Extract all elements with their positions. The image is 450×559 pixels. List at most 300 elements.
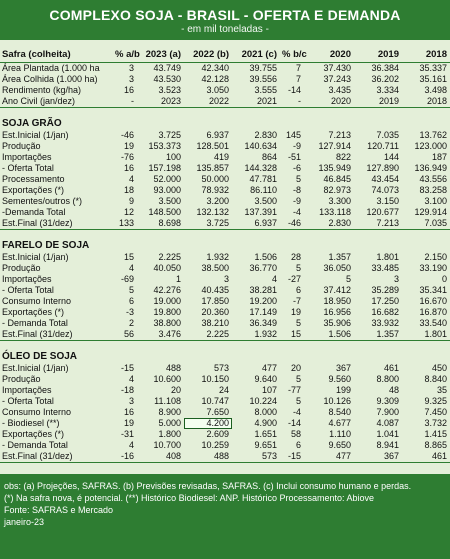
cell-value: 3 [128,396,134,406]
cell-value: 38.500 [201,263,229,273]
cell-value: 3.500 [254,196,277,206]
footer-note-1: obs: (a) Projeções, SAFRAS. (b) Previsões revisadas, SAFRAS. (c) Inclui consumo humano e perdas. [4,481,412,491]
row-label: Produção [2,374,41,384]
table-row [0,207,450,218]
cell-value: 129.914 [414,207,447,217]
cell-value: 5 [295,396,301,406]
cell-value: 16 [123,407,134,417]
cell-value: 83.258 [419,185,447,195]
row-label: Est.Inicial (1/jan) [2,252,69,262]
table-row [0,74,450,85]
cell-value: 128.501 [196,141,229,151]
cell-value: 4.900 [254,418,277,428]
cell-value: -15 [280,451,304,463]
cell-value: -18 [120,385,134,395]
cell-value: 461 [383,363,399,373]
cell-value: 39.556 [249,74,277,84]
cell-value: 16 [123,85,134,95]
cell-value: 1.932 [206,252,229,262]
cell-value: 3 [128,63,134,73]
cell-value: 3.200 [206,196,229,206]
cell-value: 7.900 [376,407,399,417]
cell-value: 2.225 [184,329,232,341]
cell-value: 7 [295,63,301,73]
cell-value: 100 [165,152,181,162]
cell-value: 3.725 [158,130,181,140]
cell-value: 8.698 [137,218,184,230]
cell-value: 35 [436,385,447,395]
cell-value: 4.087 [376,418,399,428]
cell-value: 11.108 [154,396,181,406]
cell-value: 3.050 [206,85,229,95]
cell-value: 2021 (c) [232,46,280,63]
row-label: Consumo Interno [2,296,72,306]
cell-value: 133 [113,218,137,230]
row-label: Processamento [2,174,65,184]
cell-value: 573 [213,363,229,373]
cell-value: 20 [170,385,181,395]
cell-value: 135.949 [318,163,351,173]
cell-value: 7.213 [354,218,402,230]
row-label: Exportações (*) [2,307,65,317]
report-title: COMPLEXO SOJA - BRASIL - OFERTA E DEMANDA [49,7,401,23]
cell-value: 2019 [354,96,402,108]
cell-value: 5 [295,174,301,184]
cell-value: 19 [123,141,134,151]
table-row [0,85,450,96]
cell-value: 2018 [402,46,450,63]
cell-value: 15 [280,329,304,341]
row-label: - Oferta Total [2,396,54,406]
cell-value: -69 [120,274,134,284]
cell-value: 2.830 [304,218,354,230]
table-row [0,451,450,463]
cell-value: 2.225 [158,252,181,262]
cell-value: 5 [345,274,351,284]
cell-value: -14 [287,418,301,428]
cell-value: 8.800 [376,374,399,384]
cell-value: 573 [232,451,280,463]
cell-value: 52.000 [153,174,181,184]
cell-value: -31 [120,429,134,439]
cell-value: 199 [335,385,351,395]
cell-value: 3.498 [424,85,447,95]
cell-value: 3.435 [328,85,351,95]
cell-value: 9.309 [376,396,399,406]
cell-value: 4 [128,374,134,384]
cell-value: 19.000 [153,296,181,306]
cell-value: 20 [290,363,301,373]
table-row [0,363,450,374]
cell-value: 3.100 [424,196,447,206]
cell-value: 8.840 [424,374,447,384]
cell-value: -9 [292,196,301,206]
row-label: Est.Inicial (1/jan) [2,130,69,140]
cell-value: 17.850 [201,296,229,306]
cell-value: -46 [120,130,134,140]
cell-value: -14 [287,85,301,95]
cell-value: 153.373 [148,141,181,151]
cell-value: 4 [128,174,134,184]
cell-value: 10.126 [323,396,351,406]
cell-value: 419 [213,152,229,162]
row-label: Área Colhida (1.000 ha) [2,74,98,84]
cell-value: 36.050 [323,263,351,273]
column-header-row [0,46,450,63]
cell-value: -27 [287,274,301,284]
cell-value: 1.801 [402,329,450,341]
cell-value: 137.391 [244,207,277,217]
cell-value: 7.450 [424,407,447,417]
cell-value: 7.035 [402,218,450,230]
cell-value: 78.932 [201,185,229,195]
cell-value: 1.506 [304,329,354,341]
cell-value: 19.200 [249,296,277,306]
cell-value: 40.435 [201,285,229,295]
cell-value: 3.476 [137,329,184,341]
cell-value: 3.555 [254,85,277,95]
cell-value: 187 [431,152,447,162]
cell-value: -46 [280,218,304,230]
row-label: - Biodiesel (**) [2,418,60,428]
cell-value: 477 [261,363,277,373]
cell-value: 10.259 [201,440,229,450]
cell-value: 10.150 [201,374,229,384]
cell-value: 5 [295,374,301,384]
cell-value: 1.932 [232,329,280,341]
table-row [0,185,450,196]
cell-value: 3 [393,274,399,284]
cell-value: 13.762 [419,130,447,140]
cell-value: 2023 [137,96,184,108]
cell-value: 19 [290,307,301,317]
cell-value: 2022 (b) [184,46,232,63]
cell-value: 123.000 [414,141,447,151]
table-row [0,318,450,329]
cell-value: 5 [128,285,134,295]
section-title-text: ÓLEO DE SOJA [2,350,78,362]
table-row [0,96,450,108]
cell-value: 35.906 [323,318,351,328]
table-row [0,218,450,230]
cell-value: 38.210 [201,318,229,328]
cell-value: 1.506 [254,252,277,262]
footer-date: janeiro-23 [4,517,45,527]
cell-value: 15 [123,252,134,262]
cell-value: 127.890 [366,163,399,173]
cell-value: 74.073 [371,185,399,195]
cell-value: 2.150 [424,252,447,262]
cell-value: -9 [292,141,301,151]
cell-value: -8 [292,185,301,195]
cell-value: 33.932 [371,318,399,328]
cell-value: -6 [292,163,301,173]
cell-value: 5 [295,318,301,328]
table-row [0,329,450,341]
cell-value: 7.035 [376,130,399,140]
cell-value: 8.540 [328,407,351,417]
row-label: Rendimento (kg/ha) [2,85,82,95]
cell-value: 16.670 [419,296,447,306]
footer-note-2: (*) Na safra nova, é potencial. (**) Histórico Biodiesel: ANP. Histórico Processamento: Abiove [4,493,375,503]
cell-value: 2.830 [254,130,277,140]
section-title-text: SOJA GRÃO [2,117,62,129]
cell-value: 10.600 [153,374,181,384]
cell-value: 82.973 [323,185,351,195]
cell-value: 20.360 [201,307,229,317]
cell-value: 3.150 [376,196,399,206]
table-row [0,407,450,418]
cell-value: 144 [383,152,399,162]
cell-value: 6 [295,285,301,295]
cell-value: 7 [295,74,301,84]
spacer-row [0,341,450,350]
cell-value: 488 [184,451,232,463]
footer-source: Fonte: SAFRAS e Mercado [4,505,114,515]
cell-value: 107 [261,385,277,395]
cell-value: 127.914 [318,141,351,151]
table-row [0,396,450,407]
report-header [0,0,450,40]
cell-value: 1.041 [376,429,399,439]
table-row [0,274,450,285]
report-subtitle: - em mil toneladas - [181,24,269,35]
cell-value: -15 [120,363,134,373]
cell-value: 8.000 [254,407,277,417]
cell-value: 488 [165,363,181,373]
cell-value: 148.500 [148,207,181,217]
cell-value: 1.110 [329,429,351,439]
row-label: Produção [2,263,41,273]
cell-value: 10.747 [201,396,229,406]
cell-value: 16 [123,163,134,173]
cell-value: 19.800 [153,307,181,317]
cell-value: 477 [304,451,354,463]
cell-value: 38.281 [249,285,277,295]
cell-value: 1.415 [424,429,447,439]
cell-value: 367 [354,451,402,463]
cell-value: 120.677 [366,207,399,217]
footer-notes [0,474,450,559]
table-row [0,296,450,307]
cell-value: 9.640 [254,374,277,384]
cell-value: 35.289 [371,285,399,295]
cell-value: 93.000 [153,185,181,195]
cell-value: 35.161 [419,74,447,84]
spacer-row [0,108,450,117]
cell-value: 40.050 [153,263,181,273]
row-label: Exportações (*) [2,185,65,195]
row-label: Produção [2,141,41,151]
spacer-row [0,230,450,239]
cell-value: 43.530 [153,74,181,84]
cell-value: - [280,96,304,108]
table-row [0,285,450,296]
cell-value: 6 [128,296,134,306]
cell-value: 4.200 [184,418,232,429]
cell-value: -4 [292,407,301,417]
cell-value: 10.700 [153,440,181,450]
cell-value: 3 [128,74,134,84]
cell-value: 24 [218,385,229,395]
cell-value: 3.500 [158,196,181,206]
cell-value: 133.118 [319,207,351,217]
row-label: - Demanda Total [2,440,68,450]
cell-value: 7.650 [206,407,229,417]
cell-value: 5.000 [158,418,181,428]
cell-value: 42.128 [201,74,229,84]
row-label: Exportações (*) [2,429,65,439]
cell-value: 28 [290,252,301,262]
cell-value: 16.956 [323,307,351,317]
cell-value: 1.800 [158,429,181,439]
cell-value: % a/b [113,46,137,63]
cell-value: 136.949 [414,163,447,173]
cell-value: -76 [120,152,134,162]
cell-value: -7 [292,296,301,306]
cell-value: 3.732 [424,418,447,428]
cell-value: 17.250 [371,296,399,306]
cell-value: 9.560 [328,374,351,384]
row-label: Área Plantada (1.000 ha [2,63,100,73]
row-label: Importações [2,152,52,162]
cell-value: 37.430 [323,63,351,73]
cell-value: 58 [290,429,301,439]
cell-value: 1.651 [254,429,277,439]
cell-value: 3.300 [328,196,351,206]
cell-value: 5 [295,263,301,273]
cell-value: 33.190 [419,263,447,273]
cell-value: 2020 [304,46,354,63]
section-title-text: FARELO DE SOJA [2,239,90,251]
cell-value: 19 [123,418,134,428]
cell-value: 56 [113,329,137,341]
cell-value: 4 [128,263,134,273]
cell-value: 7.213 [328,130,351,140]
cell-value: 9 [128,196,134,206]
cell-value: 50.000 [201,174,229,184]
cell-value: -51 [287,152,301,162]
row-label: Est.Final (31/dez) [0,451,113,463]
row-label: Importações [2,385,52,395]
cell-value: 47.781 [249,174,277,184]
row-label: Est.Inicial (1/jan) [2,363,69,373]
cell-value: 33.540 [419,318,447,328]
cell-value: 461 [402,451,450,463]
section-title [0,116,450,130]
cell-value: 4.677 [328,418,351,428]
row-label: Est.Final (31/dez) [0,329,113,341]
cell-value: 6 [295,440,301,450]
cell-value: 10.224 [249,396,277,406]
table-row [0,63,450,75]
cell-value: 18 [123,185,134,195]
cell-value: 37.412 [323,285,351,295]
cell-value: 140.634 [244,141,277,151]
cell-value: 43.749 [153,63,181,73]
cell-value: 1.357 [328,252,351,262]
cell-value: 1 [175,274,181,284]
cell-value: -3 [125,307,134,317]
cell-value: 9.650 [328,440,351,450]
cell-value: 42.340 [201,63,229,73]
cell-value: 39.755 [249,63,277,73]
cell-value: 35.341 [419,285,447,295]
cell-value: 43.454 [371,174,399,184]
cell-value: 3.334 [376,85,399,95]
cell-value: 367 [335,363,351,373]
cell-value: 450 [431,363,447,373]
cell-value: 864 [261,152,277,162]
cell-value: 4 [271,274,277,284]
section-title [0,349,450,363]
cell-value: 3.523 [158,85,181,95]
cell-value: 2020 [304,96,354,108]
cell-value: 1.357 [354,329,402,341]
cell-value: 2023 (a) [137,46,184,63]
row-label: Ano Civil (jan/dez) [0,96,113,108]
cell-value: 2.609 [206,429,229,439]
cell-value: 3.725 [184,218,232,230]
cell-value: 46.845 [323,174,351,184]
cell-value: 408 [137,451,184,463]
table-row [0,252,450,263]
cell-value: 6.937 [232,218,280,230]
table-row [0,385,450,396]
row-label: Consumo Interno [2,407,72,417]
cell-value: 2018 [402,96,450,108]
cell-value: 2021 [232,96,280,108]
cell-value: 18.950 [323,296,351,306]
cell-value: 0 [441,274,447,284]
table-row [0,196,450,207]
table-row [0,163,450,174]
cell-value: 145 [285,130,301,140]
cell-value: 48 [388,385,399,395]
cell-value: 2019 [354,46,402,63]
cell-value: % b/c [280,46,304,63]
cell-value: 43.556 [419,174,447,184]
cell-value: 38.800 [153,318,181,328]
cell-value: 6.937 [206,130,229,140]
cell-value: 35.337 [419,63,447,73]
cell-value: 36.349 [249,318,277,328]
cell-value: - [113,96,137,108]
row-label: - Oferta Total [2,163,54,173]
cell-value: 37.243 [323,74,351,84]
cell-value: 8.941 [376,440,399,450]
row-label: - Demanda Total [2,318,68,328]
cell-value: 12 [123,207,134,217]
row-label: - Oferta Total [2,285,54,295]
cell-value: 2022 [184,96,232,108]
table-row [0,440,450,451]
cell-value: 36.202 [371,74,399,84]
cell-value: 36.770 [249,263,277,273]
cell-value: 2 [128,318,134,328]
cell-value: 4 [128,440,134,450]
cell-value: -77 [287,385,301,395]
cell-value: 3 [223,274,229,284]
table-row [0,418,450,429]
table-row [0,429,450,440]
table-row [0,130,450,141]
cell-value: 132.132 [196,207,229,217]
cell-value: 42.276 [153,285,181,295]
cell-value: -16 [113,451,137,463]
table-row [0,374,450,385]
cell-value: 822 [335,152,351,162]
